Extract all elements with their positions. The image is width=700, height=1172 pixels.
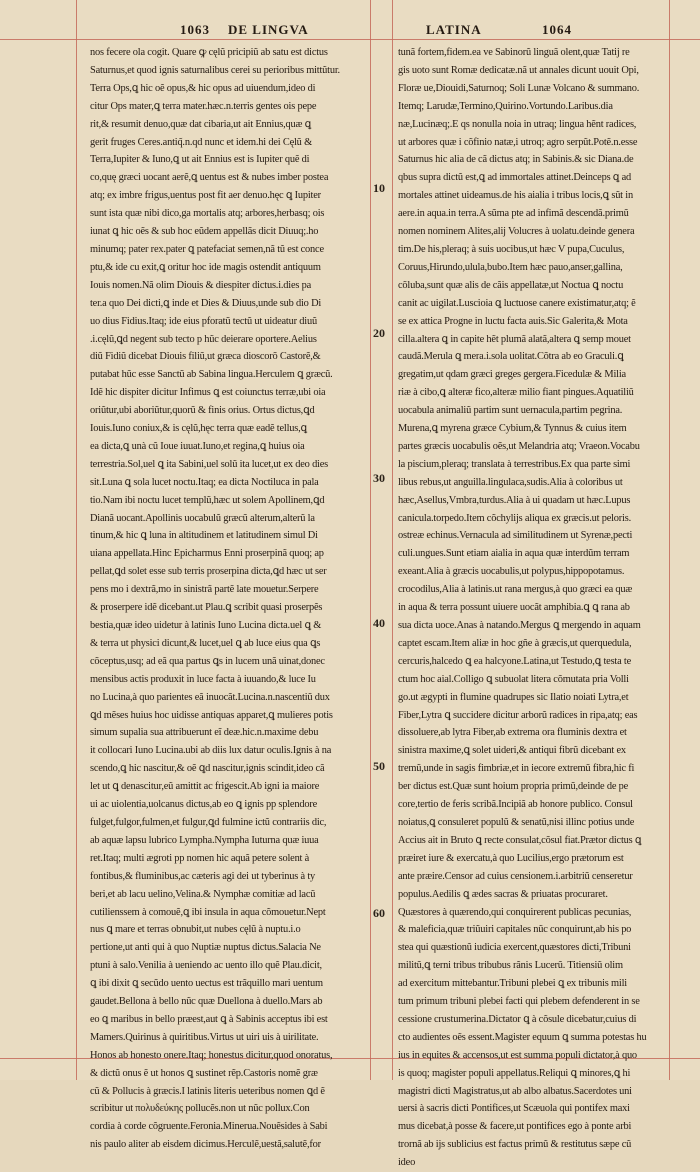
right-column-line: stea qui quæstionũ iudicia exercent,quæstores dicti,Tribuni	[398, 942, 631, 954]
left-column-line: simum supalia sua attribuerunt eĩ deæ.hic.n.maxime debu	[90, 727, 319, 739]
left-column-line: pens mo i dextrã,mo in sinistrã partẽ late mouetur.Serpere	[90, 584, 319, 596]
right-column-line: cto audientes oẽs essent.Magister equum ꝗ summa potestas hu	[398, 1031, 647, 1043]
left-column-line: ab aquæ lapsu lubrico Lympha.Nympha Iuturna quæ iuua	[90, 834, 319, 846]
right-column-line: gregatim,ut qdam græci greges gergera.Ficedulæ & Milia	[398, 369, 626, 381]
left-column-line: tio.Nam ibi noctu lucet templũ,hæc ut solem Apollinem,ꝗd	[90, 494, 325, 506]
left-column-line: uiana appellata.Hinc Epicharmus Enni proserpinã quoq; ap	[90, 548, 324, 560]
right-column-line: ber dictus est.Quæ sunt hoium propria primũ,deinde de pe	[398, 781, 629, 793]
left-column-line: ptu,& ide cu exit,ꝗ oritur hoc ide magis ostendit antiquum	[90, 261, 321, 273]
right-column-line: ideo	[398, 1157, 416, 1169]
right-column-line: canit ac uigilat.Luscioia ꝗ luctuose canere existimatur,atq; ẽ	[398, 297, 636, 309]
left-column-line: scendo,ꝗ hic nascitur,& oẽ ꝗd nascitur,ignis scindit,ideo cã	[90, 763, 325, 775]
right-column-line: se ex attica Progne in luctu facta auis.Sic Galerita,& Mota	[398, 315, 628, 327]
right-column-line: partes græcis uocabulis oẽs,ut Melandria atq; Vraeon.Vocabu	[398, 440, 640, 452]
left-column-line: beri,et ab lacu uelino,Velina.& Nymphæ comitiæ ad lacũ	[90, 888, 316, 900]
left-column-line: sit.Luna ꝗ sola lucet noctu.Itaq; ea dicta Noctiluca in pala	[90, 476, 319, 488]
right-column-line: mortales attinet uideamus.de his aialia i tribus locis,ꝗ sũt in	[398, 190, 633, 202]
left-column-line: ter.a quo Dei dicti,ꝗ inde et Dies & Diuus,unde sub dio Di	[90, 297, 322, 309]
left-column-line: Idẽ hic dispiter dicitur Infimus ꝗ est coiunctus terræ,ubi oia	[90, 387, 326, 399]
right-column-line: canicula.torpedo.Item cõchylijs aliqua ex græcis.ut peloris.	[398, 512, 631, 524]
right-text-column	[398, 44, 668, 1172]
line-number-10: 10	[373, 181, 385, 195]
left-column-line: it collocari Iuno Lucina.ubi ab diis lux datur oculis.Ignis à na	[90, 745, 332, 757]
right-column-line: magistri dicti Magistratus,ut ab albo albatus.Sacerdotes uni	[398, 1085, 632, 1097]
right-column-line: populus.Aedilis ꝗ ædes sacras & priuatas procuraret.	[398, 888, 608, 900]
right-column-line: hæc,Asellus,Vmbra,turdus.Alia à ui quadam ut hæc.Lupus	[398, 494, 631, 506]
left-text-column	[90, 44, 366, 1154]
right-column-line: ad exercitum mittebantur.Tribuni plebei ꝗ ex tribunis mili	[398, 978, 627, 990]
right-column-line: Murena,ꝗ myrena græce Cybium,& Tynnus & cuius item	[398, 423, 627, 435]
right-column-line: ctum hoc aial.Colligo ꝗ subuolat litera cõmutata pria Volli	[398, 673, 629, 685]
left-column-line: Mamers.Quirinus à quiritibus.Virtus ut uiri uis à uirilitate.	[90, 1031, 319, 1043]
left-column-line: no Lucina,à quo parientes eã inuocãt.Lucina.n.nascentiũ dux	[90, 691, 330, 703]
left-column-line: ptuni à salo.Venilia à ueniendo ac uento illo quẽ Plau.dicit,	[90, 960, 322, 972]
right-column-line: præiret iure & exercatu,à quo Lucilius,ergo prætorum est	[398, 852, 624, 864]
rule-right-column-left	[392, 0, 393, 1080]
line-number-60: 60	[373, 906, 385, 920]
right-column-line: crocodilus,Alia à latinis.ut rana mergus,à quo græci ea quæ	[398, 584, 633, 596]
right-column-line: gis uoto sunt Romæ dedicatæ.nã ut annales dicunt uouit Opi,	[398, 64, 639, 76]
right-column-line: noiatus,ꝗ consuleret populũ & senatũ,nisi illinc potius unde	[398, 816, 635, 828]
left-column-line: ui ac uiolentia,uolcanus dictus,ab eo ꝗ ignis pp splendore	[90, 799, 317, 811]
right-column-line: caudã.Merula ꝗ mera.i.sola uolitat.Cõtra ab eo Graculi.ꝗ	[398, 351, 624, 363]
right-column-line: qbus supra dictũ est,ꝗ ad immortales attinet.Deinceps ꝗ ad	[398, 172, 632, 184]
right-column-line: Quæstores à quærendo,qui conquirerent publicas pecunias,	[398, 906, 632, 918]
left-column-line: cordia à corde cõgruente.Feronia.Minerua.Nouẽsides à Sabi	[90, 1121, 328, 1133]
left-column-line: rit,& resumit denuo,quæ dat cibaria,ut ait Ennius,quæ ꝗ	[90, 118, 311, 130]
right-column-line: Itemq; Larudæ,Termino,Quirino.Vortundo.Laribus.dia	[398, 100, 613, 112]
right-column-line: cilla.altera ꝗ in capite hẽt plumã alatã,altera ꝗ semp mouet	[398, 333, 631, 345]
left-column-line: citur Ops mater,ꝗ terra mater.hæc.n.terris gentes ois pepe	[90, 100, 317, 112]
right-column-line: culi.ungues.Sunt etiam aialia in aqua quæ interdũm terram	[398, 548, 630, 560]
left-column-line: ꝗ ibi dixit ꝗ secũdo uento uectus est trãquillo mari uentum	[90, 978, 323, 990]
right-column-line: nomen nominem Alites,alij Volucres à uolatu.deinde genera	[398, 226, 635, 238]
left-column-line: nus ꝗ mare et terras obnubit,ut nubes cęlũ à nuptu.i.o	[90, 924, 301, 936]
line-number-50: 50	[373, 759, 385, 773]
left-page-number: 1063	[180, 22, 210, 37]
left-column-line: Dianã uocant.Apollinis uocabulũ græcũ alterum,alterũ la	[90, 512, 315, 524]
left-column-line: iunat ꝗ hic oẽs & sub hoc eũdem appellãs dicit Diuuq;.ho	[90, 226, 319, 238]
right-page-number: 1064	[542, 22, 572, 37]
right-running-title: LATINA	[426, 22, 482, 37]
rule-left-column-right	[370, 0, 371, 1080]
right-column-line: cõluba,sunt quæ alis de cãis appellatæ,ut Noctua ꝗ noctu	[398, 279, 624, 291]
left-column-line: ea dicta,ꝗ unà cũ Ioue iuuat.Iuno,et regina,ꝗ huius oia	[90, 440, 305, 452]
right-column-line: exeant.Alia à græcis uocabulis,ut polypus,hippopotamus.	[398, 566, 625, 578]
left-column-line: tinum,& hic ꝗ luna in altitudinem et latitudinem simul Di	[90, 530, 318, 542]
left-column-line: eo ꝗ maribus in bello præest,aut ꝗ à Sabinis acceptus ibi est	[90, 1013, 328, 1025]
left-column-line: Iouis.Iuno coniux,& is cęlũ,hęc terra quæ eadẽ tellus,ꝗ	[90, 423, 307, 435]
left-column-line: sunt ista quæ nibi dico,ga mortalis atq; arbores,herbasq; ois	[90, 208, 325, 220]
right-column-line: & maleficia,quæ triũuiri capitales nũc conquirunt,ab his po	[398, 924, 632, 936]
right-column-line: ante præire.Censor ad cuius censionem.i.arbitriũ censeretur	[398, 870, 633, 882]
left-column-line: scribitur ut πολυδεύκης pollucẽs.non ut nũc pollux.Con	[90, 1103, 310, 1115]
left-column-line: gerit fruges Ceres.antiq̃.n.qd nunc et idem.hi dei Cęlũ &	[90, 136, 312, 148]
right-column-line: ius in equites & accensos,ut est summa populi dictator,à quo	[398, 1049, 637, 1061]
left-column-line: Terra Ops,ꝗ hic oẽ opus,& hic opus ad uiuendum,ideo di	[90, 82, 316, 94]
rule-right-margin	[669, 0, 670, 1080]
left-column-line: .i.cęlũ,ꝗd negent sub tecto p hũc deierare oportere.Aelius	[90, 333, 317, 345]
rule-top	[0, 39, 700, 40]
right-column-line: ostreæ echinus.Vernacula ad similitudinem ut Syrenæ,pecti	[398, 530, 633, 542]
right-column-line: trornã ab ijs sublicius est factus primũ & restitutus sæpe cũ	[398, 1139, 632, 1151]
left-column-line: Honos ab honesto onere.Itaq; honestus dicitur,quod onoratus,	[90, 1049, 333, 1061]
left-column-line: fulget,fulgor,fulmen,et fulgur,ꝗd fulmine ictũ contrariis dic,	[90, 816, 327, 828]
line-number-30: 30	[373, 471, 385, 485]
right-column-line: is quoq; magister populi appellatus.Reliqui ꝗ minores,ꝗ hi	[398, 1067, 631, 1079]
right-column-line: tum primum tribuni plebei facti qui plebem defenderent in se	[398, 996, 640, 1008]
left-column-line: Saturnus,et quod ignis saturnalibus cerei su perioribus mittũtur.	[90, 64, 340, 76]
right-column-line: in aqua & terra possunt uiuere uocãt amphibia.ꝗ ꝗ rana ab	[398, 602, 630, 614]
right-column-line: uocabula animaliũ partim sunt uernacula,partim pegrina.	[398, 405, 623, 417]
right-column-line: cercuris,halcedo ꝗ ea halcyone.Latina,ut Testudo,ꝗ testa te	[398, 655, 632, 667]
right-column-line: Saturnus hic alia de cã dictus atq; in Sabinis.& sic Diana.de	[398, 154, 634, 166]
right-column-line: militũ,ꝗ terni tribus tribubus rãnis Lucerũ. Titiensiũ olim	[398, 960, 623, 972]
right-column-line: Floræ ue,Diouidi,Saturnoq; Soli Lunæ Volcano & summano.	[398, 82, 640, 94]
left-column-line: putabat hũc esse Sanctũ ab Sabina lingua.Herculem ꝗ græcũ.	[90, 369, 333, 381]
right-column-line: aere.in aqua.in terra.A sũma pte ad infimã descendã.primũ	[398, 208, 629, 220]
right-column-line: tunã fortem,fidem.ea ve Sabinorũ linguã olent,quæ Tatij re	[398, 47, 630, 58]
left-column-line: Iouis nomen.Nã olim Diouis & diespiter dictus.i.dies pa	[90, 279, 312, 291]
left-column-line: bestia,quæ ideo uidetur à latinis Iuno Lucina dicta.uel ꝗ &	[90, 620, 322, 631]
left-column-line: ret.Itaq; multi ægroti pp nomen hic aquã petere solent à	[90, 852, 310, 864]
left-column-line: minumq; pater rex.pater ꝗ patefaciat semen,nã tũ est conce	[90, 243, 324, 255]
left-column-line: gaudet.Bellona à bello nũc quæ Duellona à duello.Mars ab	[90, 996, 323, 1008]
left-column-line: cutilienssem à comouẽ,ꝗ ibi insula in aqua cõmouetur.Nept	[90, 906, 326, 918]
left-column-line: co,quę græci uocant aerẽ,ꝗ uentus est & nubes imber postea	[90, 172, 329, 184]
right-column-line: Fiber,Lytra ꝗ succidere dicitur arborũ radices in ripa,atq; eas	[398, 709, 638, 721]
left-column-line: & dictũ onus ẽ ut honos ꝗ sustinet rẽp.Castoris nomẽ græ	[90, 1067, 318, 1079]
left-column-line: & proserpere idẽ dicebant.ut Plau.ꝗ scribit quasi proserpẽs	[90, 602, 323, 614]
left-running-title: DE LINGVA	[228, 22, 309, 37]
right-column-line: la piscium,pleraq; translata à terrestribus.Ex qua parte simi	[398, 458, 631, 470]
right-column-line: libus rebus,ut anguilla.lingulaca,sudis.Alia à coloribus ut	[398, 476, 623, 488]
left-column-line: terrestria.Sol,uel ꝗ ita Sabini,uel solũ ita lucet,ut ex deo dies	[90, 458, 329, 470]
right-column-line: sinistra maxime,ꝗ solet uideri,& antiqui fibrũ dicebant ex	[398, 745, 626, 757]
left-column-line: nos fecere ola cogit. Quare ꝙ cęlũ pricipiũ ab satu est dictus	[90, 47, 328, 58]
right-column-line: ut arbores quæ i cõfinio natæ,i utroq; agro serpũt.Potẽ.n.esse	[398, 136, 638, 148]
right-column-line: Coruus,Hirundo,ulula,bubo.Item hæc pauo,anser,gallina,	[398, 261, 623, 273]
left-column-line: pertione,ut anti qui à quo Nuptiæ nuptus dictus.Salacia Ne	[90, 942, 321, 954]
right-column-line: cessione crustumerina.Dictator ꝗ à cõsule dicebatur,cuius di	[398, 1013, 637, 1025]
right-column-line: mus dicebat,à posse & facere,ut pontifices ego à ponte arbi	[398, 1121, 632, 1133]
left-column-line: & terra ut physici dicunt,& lucet,uel ꝗ ab luce eius qua ꝗs	[90, 637, 321, 649]
left-column-line: mensibus actis produxit in luce facta à iuuando,& luce Iu	[90, 673, 316, 685]
right-column-line: tim.De his,pleraq; à suis uocibus,ut hæc V pupa,Cuculus,	[398, 243, 625, 255]
right-column-line: dissoluere,ab lytra Fiber,ab extrema ora fluminis dextra et	[398, 727, 627, 739]
left-column-line: nis paulo aliter ab eisdem dicimus.Herculẽ,uestã,salutẽ,for	[90, 1139, 321, 1151]
rule-left-margin	[76, 0, 77, 1080]
left-column-line: cũ & Pollucis à græcis.I latinis literis ueteribus nomen ꝗd ẽ	[90, 1085, 325, 1097]
right-column-line: Accius ait in Bruto ꝗ recte consulat,cõsul fiat.Prætor dictus ꝗ	[398, 834, 642, 846]
left-column-line: pellat,ꝗd solet esse sub terris proserpina dicta,ꝗd hæc ut ser	[90, 566, 327, 578]
right-column-line: næ,Lucinæq;.E qs nonulla noia in utraq; lingua hẽnt radices,	[398, 118, 637, 130]
right-column-line: tremũ,unde in sagis fimbriæ,et in iecore extremũ fibra,hic fi	[398, 763, 635, 775]
left-column-line: oriũtur,ubi aboriũtur,quorũ & finis orius. Ortus dictus,ꝗd	[90, 405, 315, 417]
line-number-20: 20	[373, 326, 385, 340]
left-column-line: atq; ex imbre frigus,uentus post fit aer denuo.hęc ꝗ Iupiter	[90, 190, 321, 202]
right-column-line: captet escam.Item aliæ in hoc gñe à græcis,ut querquedula,	[398, 637, 632, 649]
right-column-line: go.ut ægypti in flumine quadrupes sic Ilatio noiati Lytra,et	[398, 691, 629, 703]
left-column-line: cõceptus,usq; ad eã qua partus ꝗs in lucem unã uinat,donec	[90, 655, 325, 667]
left-column-line: let ut ꝗ denascitur,eũ amittit ac frigescit.Ab igni ia maiore	[90, 781, 320, 793]
right-column-line: riæ à cibo,ꝗ alteræ fico,alteræ milio fiant pingues.Aquatiliũ	[398, 387, 634, 399]
left-column-line: diũ Fidiũ dicebat Diouis filiũ,ut græca dioscorõ Castorẽ,&	[90, 351, 321, 363]
right-column-line: sua dicta uoce.Anas à natando.Mergus ꝗ mergendo in aquam	[398, 620, 641, 631]
left-column-line: Terra,Iupiter & Iuno,ꝗ ut ait Ennius est is Iupiter quẽ di	[90, 154, 310, 166]
left-column-line: ꝗd mẽses huius hoc uidisse antiquas apparet,ꝗ mulieres potis	[90, 709, 333, 721]
right-column-line: core,tertio de feris scribã.Incipiã ab honore publico. Consul	[398, 799, 633, 811]
left-column-line: fontibus,& fluminibus,ac cæteris agi dei ut tyberinus à ty	[90, 870, 316, 882]
right-column-line: uersi à sacris dicti Pontifices,ut Scæuola qui pontifex maxi	[398, 1103, 630, 1115]
left-column-line: uo dius Fidius.Itaq; ide eius pforatũ tectũ ut uideatur diuũ	[90, 315, 317, 327]
line-number-40: 40	[373, 616, 385, 630]
